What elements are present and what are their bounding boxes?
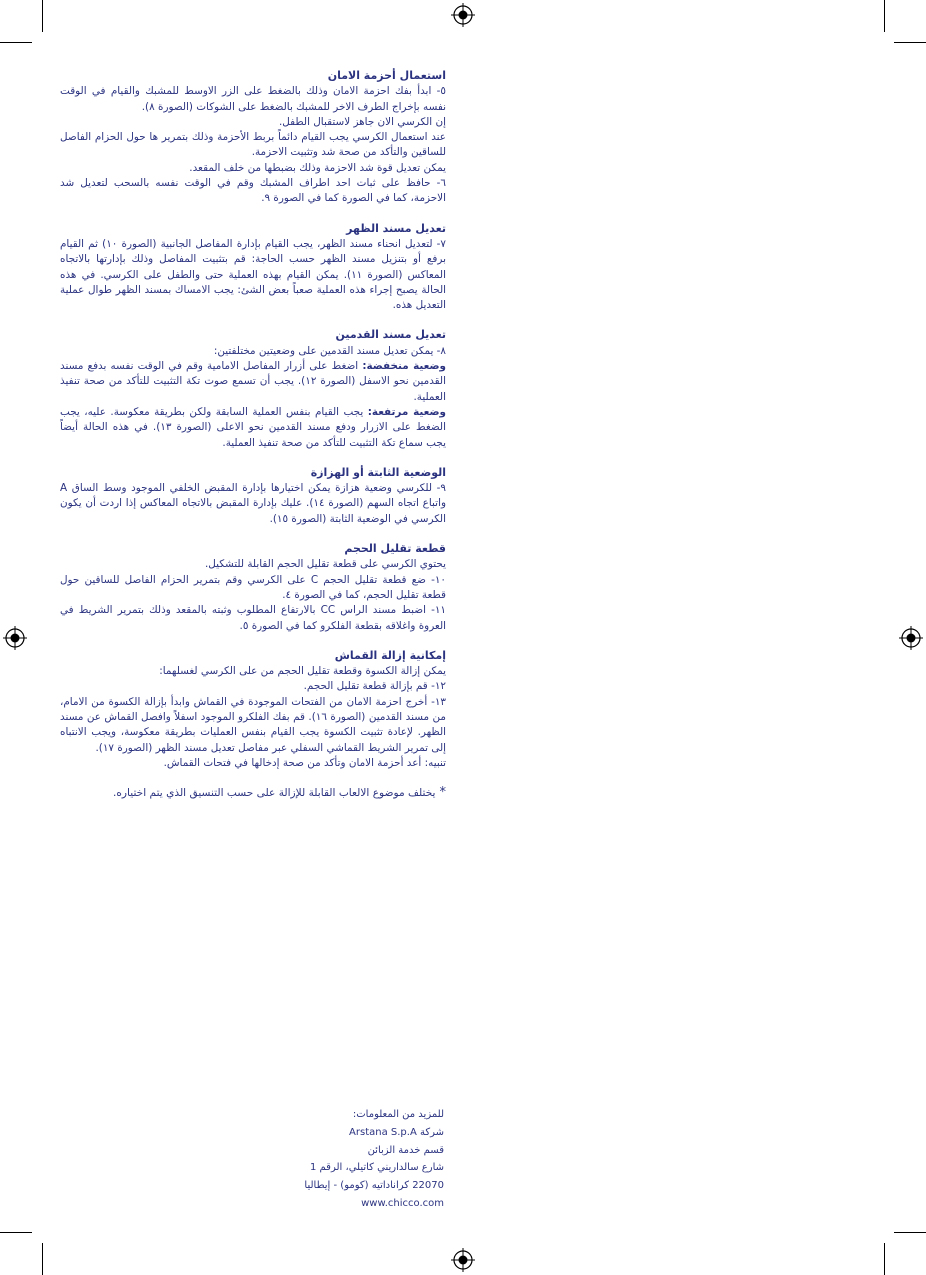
section-title: إمكانية إزالة القماش bbox=[334, 648, 446, 662]
section-paragraph: ٧- لتعديل انحناء مسند الظهر، يجب القيام بإدارة المفاصل الجانبية (الصورة ١٠) ثم القيام برفع أو بتنزيل مسند الظهر حسب الحاجة: قم بتثبيت المفاصل وذلك بإدارتها بالاتجاه المعاكس (الصورة ١١). يمكن القيام بهذه العملية حتى والطفل على الكرسي. في هذه الحالة يصبح إجراء هذه العملية صعباً بعض الشئ: يجب الامساك بمسند الظهر طوال عملية التعديل هذه. bbox=[60, 237, 446, 312]
contact-intro: للمزيد من المعلومات: bbox=[352, 1109, 444, 1120]
website-link[interactable]: www.chicco.com bbox=[361, 1197, 444, 1209]
crop-mark bbox=[884, 0, 885, 32]
registration-mark-icon bbox=[899, 626, 923, 650]
footnote bbox=[60, 785, 446, 801]
crop-mark bbox=[894, 1232, 926, 1233]
section bbox=[60, 221, 446, 314]
contact-street: شارع سالداريني كاتيلي، الرقم 1 bbox=[309, 1162, 444, 1174]
section-paragraph: وضعية مرتفعة: يجب القيام بنفس العملية السابقة ولكن بطريقة معكوسة. عليه، يجب الضغط على الازرار ودفع مسند القدمين نحو الاعلى (الصورة ١٣). في هذه الحالة أيضاً يجب سماع تكة التثبيت للتأكد من صحة تنفيذ العملية. bbox=[60, 405, 447, 449]
crop-mark bbox=[42, 0, 43, 32]
section bbox=[60, 648, 446, 771]
contact-info bbox=[230, 1106, 444, 1213]
company-name: Arstana S.p.A bbox=[349, 1126, 417, 1138]
section-title: تعديل مسند الظهر bbox=[346, 221, 446, 235]
registration-mark-icon bbox=[451, 3, 475, 27]
section-title: قطعة تقليل الحجم bbox=[344, 542, 446, 556]
company-prefix: شركة bbox=[419, 1126, 444, 1138]
section-paragraph: ١١- اضبط مسند الراس CC بالارتفاع المطلوب وثبته بالمقعد وذلك بتمرير الشريط في العروة واغلاقه بقطعة الفلكرو كما في الصورة ٥. bbox=[60, 604, 447, 632]
footnote-text: يختلف موضوع الالعاب القابلة للإزالة على حسب التنسيق الذي يتم اختياره. bbox=[113, 787, 436, 800]
contact-department: قسم خدمة الزبائن bbox=[367, 1144, 444, 1156]
section bbox=[60, 327, 446, 450]
instruction-sections bbox=[60, 68, 446, 771]
section-paragraph: يحتوي الكرسي على قطعة تقليل الحجم القابلة للتشكيل. bbox=[204, 558, 446, 571]
section-paragraph: وضعية منخفضة: اضغط على أزرار المفاصل الامامية وقم في الوقت نفسه بدفع مسند القدمين نحو الاسفل (الصورة ١٢). يجب أن تسمع صوت تكة التثبيت للتأكد من صحة تنفيذ العملية. bbox=[60, 360, 446, 403]
instructions-column bbox=[60, 68, 446, 812]
section-title: تعديل مسند القدمين bbox=[335, 328, 446, 342]
section-paragraph: يمكن تعديل قوة شد الاحزمة وذلك بضبطها من خلف المقعد. bbox=[189, 161, 446, 174]
section-paragraph: ٨- يمكن تعديل مسند القدمين على وضعيتين مختلفتين: bbox=[213, 344, 446, 357]
section-paragraph: ١٢- قم بإزالة قطعة تقليل الحجم. bbox=[303, 680, 446, 693]
section-paragraph: ٩- للكرسي وضعية هزازة يمكن اختيارها بإدارة المقبض الخلفي الموجود وسط الساق A واتباع اتجاه السهم (الصورة ١٤). عليك بإدارة المقبض بالاتجاه المعاكس إذا اردت أن يكون الكرسي في الوضعية الثابتة (الصورة ١٥). bbox=[60, 482, 446, 525]
crop-mark bbox=[42, 1243, 43, 1275]
section-paragraph: ١٣- أخرج احزمة الامان من الفتحات الموجودة في القماش وابدأ بإزالة الكسوة من الامام، من مسند القدمين (الصورة ١٦). قم بفك الفلكرو الموجود اسفلاً وافصل القماش عن مسند الظهر. لإعادة تثبيت الكسوة يجب القيام بنفس العمليات بطريقة معكوسة، ويجب الانتباه إلى تمرير الشريط القماشي السفلي عبر مفاصل تعديل مسند الظهر (الصورة ١٧). bbox=[60, 695, 446, 754]
section-paragraph: إن الكرسي الان جاهز لاستقبال الطفل. bbox=[278, 115, 446, 128]
section-title: الوضعية الثابتة أو الهزازة bbox=[310, 465, 446, 479]
crop-mark bbox=[894, 42, 926, 43]
section bbox=[60, 541, 446, 634]
contact-website[interactable] bbox=[230, 1195, 444, 1213]
section-paragraph: يمكن إزالة الكسوة وقطعة تقليل الحجم من على الكرسي لغسلهما: bbox=[159, 665, 446, 678]
section-title: استعمال أحزمة الامان bbox=[327, 69, 446, 82]
section-paragraph: ٥- ابدأ بفك احزمة الامان وذلك بالضغط على الزر الاوسط للمشبك والقيام في الوقت نفسه بإخراج الطرف الاخر للمشبك بالضغط على الشوكات (الصورة ٨). bbox=[60, 85, 446, 113]
section bbox=[60, 465, 446, 527]
section bbox=[60, 68, 446, 207]
section-paragraph: ١٠- ضع قطعة تقليل الحجم C على الكرسي وقم بتمرير الحزام الفاصل للساقين حول قطعة تقليل الحجم، كما في الصورة ٤. bbox=[60, 573, 446, 601]
contact-company bbox=[230, 1124, 444, 1142]
section-paragraph: عند استعمال الكرسي يجب القيام دائماً بربط الأحزمة وذلك بتمرير ها حول الحزام الفاصل للساقين والتأكد من صحة شد وتثبيت الاحزمة. bbox=[60, 131, 446, 159]
crop-mark bbox=[884, 1243, 885, 1275]
registration-mark-icon bbox=[451, 1248, 475, 1272]
section-paragraph: ٦- حافظ على ثبات احد اطراف المشبك وقم في الوقت نفسه بالسحب لتعديل شد الاحزمة، كما في الصورة كما في الصورة ٩. bbox=[60, 177, 446, 205]
crop-mark bbox=[0, 42, 32, 43]
contact-city: 22070 كراناداتيه (كومو) - إيطاليا bbox=[304, 1180, 444, 1192]
registration-mark-icon bbox=[3, 626, 27, 650]
section-paragraph: تنبيه: أعد أحزمة الامان وتأكد من صحة إدخالها في فتحات القماش. bbox=[163, 756, 446, 769]
footnote-marker: * bbox=[439, 785, 446, 801]
crop-mark bbox=[0, 1232, 32, 1233]
